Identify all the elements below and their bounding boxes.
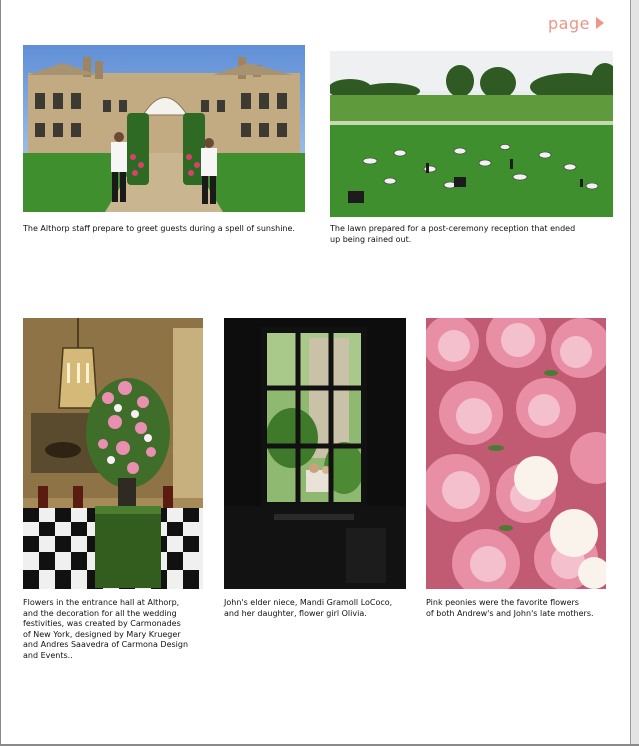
photo-caption: The Althorp staff prepare to greet guests during a spell of sunshine. [23,224,295,233]
window-niece-photo [224,318,406,589]
pink-peonies-photo [426,318,606,589]
page-nav-button[interactable] [548,12,604,34]
page-label: page [548,13,590,33]
entrance-hall-flowers-photo [23,318,203,589]
triangle-right-icon [596,17,604,29]
photo-caption: John's elder niece, Mandi Gramoll LoCoco, and her daughter, flower girl Olivia. [224,598,393,618]
lawn-reception-photo [330,51,613,217]
page-scrollbar-gutter[interactable] [630,0,639,746]
photo-caption: Flowers in the entrance hall at Althorp, and the decoration for all the wedding festivities, was created by Carmonades of New York, designed by Mary Krueger and Andres Saavedra of Carmona Design and Events.. [23,598,189,660]
page-border-left [0,0,1,746]
photo-caption: Pink peonies were the favorite flowers of both Andrew's and John's late mothers. [426,598,594,618]
althorp-house-photo [23,45,305,212]
photo-caption: The lawn prepared for a post-ceremony reception that ended up being rained out. [330,224,576,244]
